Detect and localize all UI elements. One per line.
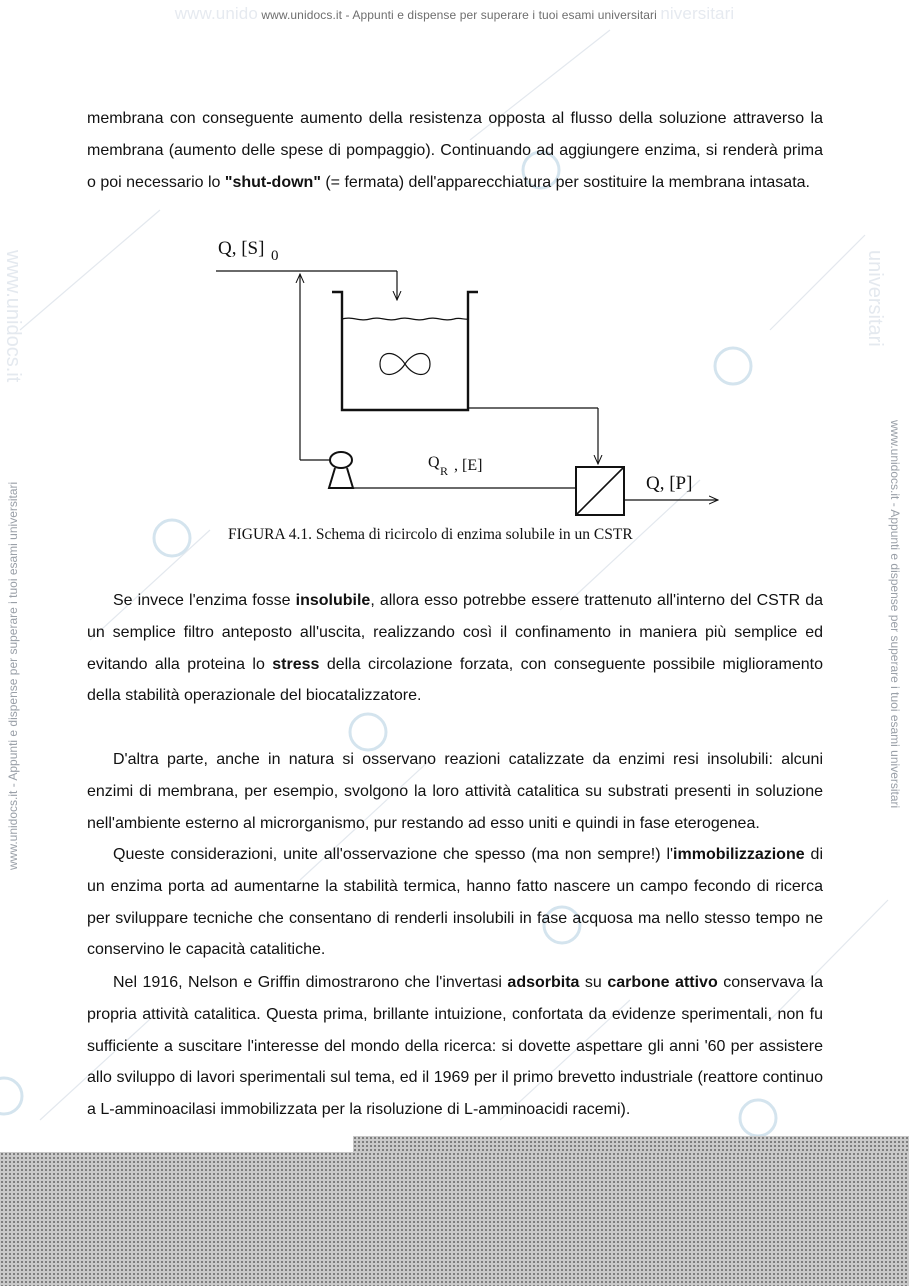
bold-term: adsorbita [507,974,580,991]
text-run: Queste considerazioni, unite all'osservazione che spesso (ma non sempre!) l' [113,846,674,863]
bold-term: insolubile [295,592,371,609]
bold-term: carbone attivo [607,974,718,991]
watermark-side-left: www.unidocs.it - Appunti e dispense per superare i tuoi esami universitari [6,481,20,870]
pump-icon [330,452,352,468]
text-run: , allora esso potrebbe essere trattenuto all'interno del CSTR da un semplice filtro anteposto all'uscita, realizzando così il confinamento in maniera più semplice ed evitando alla proteina lo [87,592,824,673]
watermark-ghost-right: niversitari [660,4,735,23]
watermark-header-text: www.unidocs.it - Appunti e dispense per superare i tuoi esami universitari [261,8,657,22]
paragraph-4 [87,839,823,966]
text-run: membrana con conseguente aumento della resistenza opposta al flusso della soluzione attraverso la membrana (aumento delle spese di pompaggio). Continuando ad aggiungere enzima, si renderà prima o poi necessario lo [87,110,823,191]
watermark-side-right-ghost: universitari [864,250,886,347]
paragraph-5 [87,967,823,1126]
text-run: D'altra parte, anche in natura si osservano reazioni catalizzate da enzimi resi insolubili: alcuni enzimi di membrana, per esempio, svolgono la loro attività catalitica su substrati presenti in soluzione nell'ambiente esterno al microrganismo, pur restando ad esso uniti e quindi in fase eterogenea. [87,751,823,832]
watermark-side-right: www.unidocs.it - Appunti e dispense per superare i tuoi esami universitari [888,420,902,809]
figure-caption: FIGURA 4.1. Schema di ricircolo di enzima solubile in un CSTR [228,526,633,543]
outlet-label: Q, [P] [646,473,693,494]
reactor-tank [332,292,478,410]
text-run: su [579,974,608,991]
impeller-icon [380,354,430,375]
recycle-label-e: , [E] [454,457,483,474]
text-run: (= fermata) dell'apparecchiatura per sostituire la membrana intasata. [320,173,810,191]
text-run: della circolazione forzata, con conseguente possibile miglioramento della stabilità operazionale del biocatalizzatore. [87,655,824,705]
watermark-header [0,4,909,24]
liquid-surface [342,318,468,320]
inlet-subscript: 0 [271,248,279,264]
paragraph-2 [87,585,823,712]
text-run: Se invece l'enzima fosse [113,592,296,609]
paragraph-3 [87,744,823,839]
text-run: Nel 1916, Nelson e Griffin dimostrarono che l'invertasi [113,974,508,991]
bold-term: "shut-down" [224,173,321,191]
cstr-diagram [200,232,740,522]
bold-term: immobilizzazione [673,846,805,863]
recycle-label-sub: R [440,464,449,478]
watermark-ghost-left: www.unido [174,4,258,23]
bold-term: stress [272,655,320,673]
text-run: di un enzima porta ad aumentarne la stabilità termica, hanno fatto nascere un campo fecondo di ricerca per sviluppare tecniche che consentano di renderli insolubili in fase acquosa ma nello stesso tempo ne conservino le capacità catalitiche. [87,846,823,959]
scan-mask [0,1152,909,1286]
paragraph-1 [87,103,823,198]
watermark-side-left-ghost: www.unidocs.it [2,250,24,383]
inlet-label: Q, [S] [218,238,265,259]
recycle-label-q: Q [428,454,440,471]
text-run: conservava la propria attività catalitica. Questa prima, brillante intuizione, confortata da evidenze sperimentali, non fu sufficiente a suscitare l'interesse del mondo della ricerca: si dovette aspettare gli anni '60 per assistere allo sviluppo di lavori sperimentali sul tema, ed il 1969 per il primo brevetto industriale (reattore continuo a L-amminoacilasi immobilizzata per la risoluzione di L-amminoacidi racemi). [87,974,823,1119]
